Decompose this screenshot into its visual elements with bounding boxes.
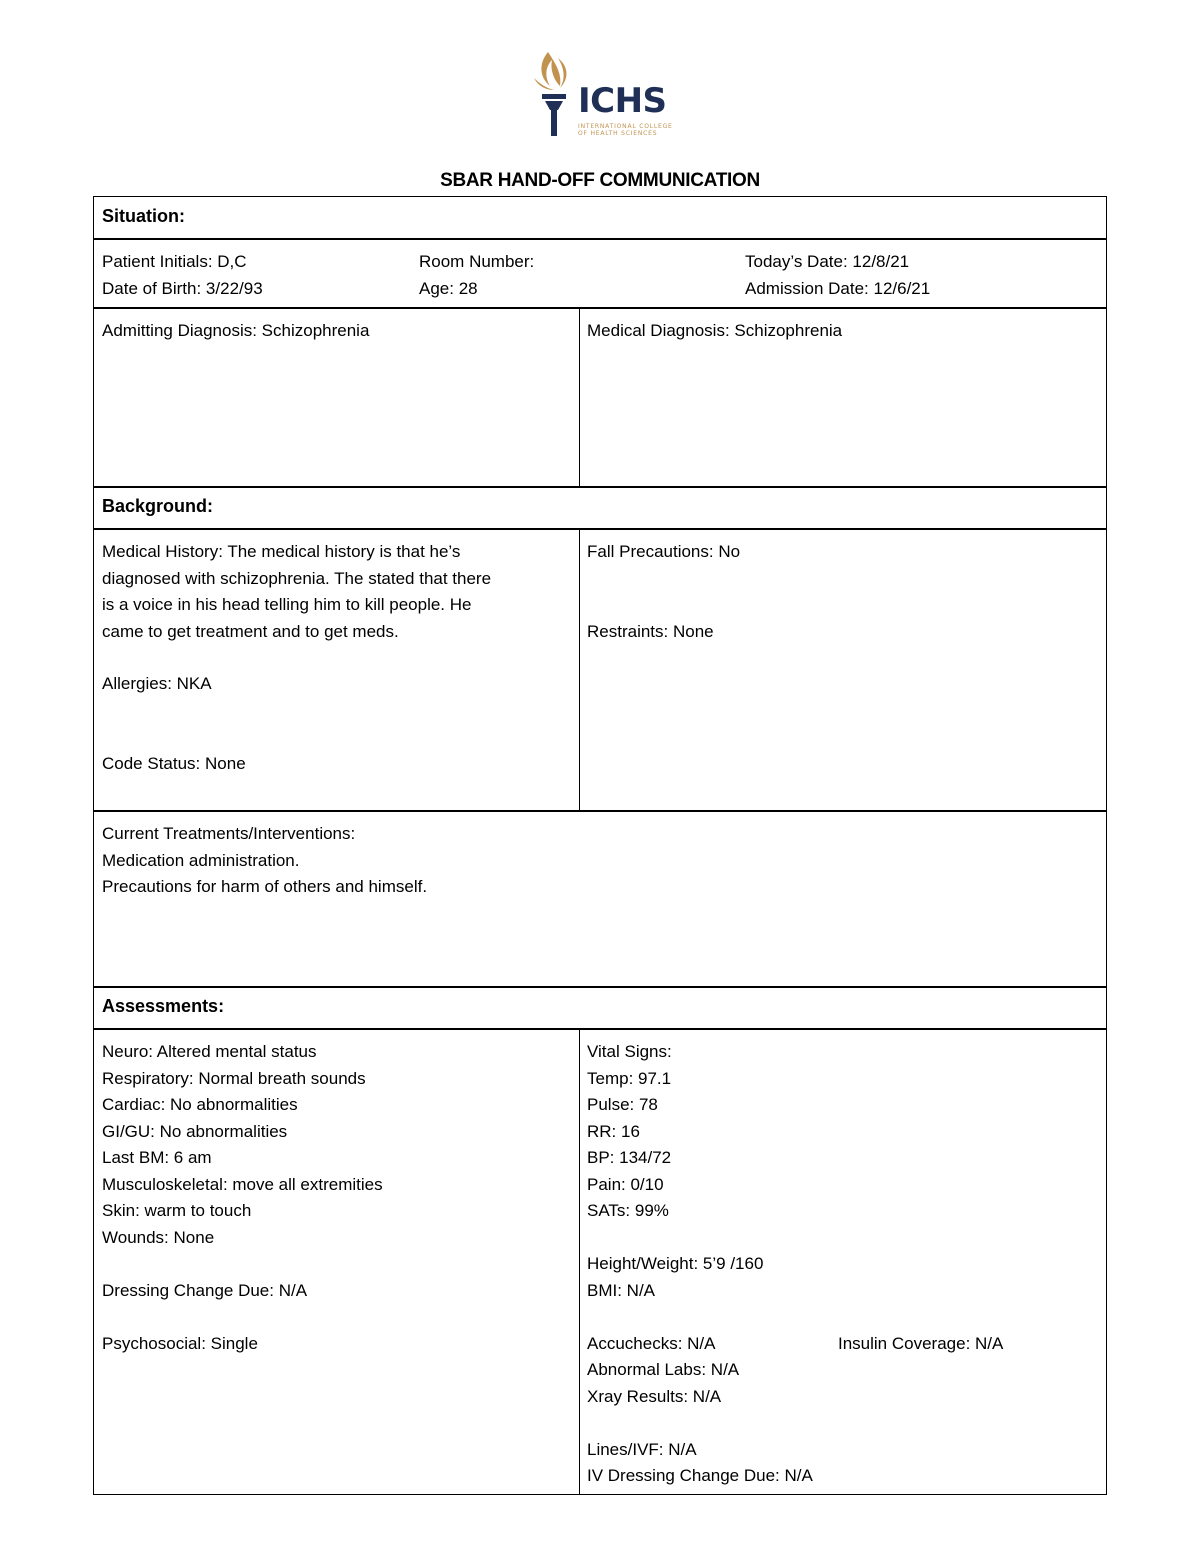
medical-history-line: diagnosed with schizophrenia. The stated that there xyxy=(102,568,492,588)
logo-text: ICHS xyxy=(578,81,667,121)
cardiac-assessment: Cardiac: No abnormalities xyxy=(102,1095,298,1114)
spacer xyxy=(102,645,571,671)
height-weight: Height/Weight: 5’9 /160 xyxy=(587,1254,764,1273)
age: Age: 28 xyxy=(419,278,478,298)
assessments-section-header xyxy=(93,986,1107,1030)
spacer xyxy=(587,592,1097,619)
medical-history-line: is a voice in his head telling him to kill people. He xyxy=(102,595,472,614)
skin-assessment: Skin: warm to touch xyxy=(102,1201,252,1220)
spacer xyxy=(587,1304,1097,1331)
dates-cell xyxy=(737,239,1105,308)
current-treatments-row xyxy=(93,810,1107,988)
spacer xyxy=(587,1410,1097,1437)
gi-gu-assessment: GI/GU: No abnormalities xyxy=(102,1121,288,1141)
spacer xyxy=(102,1304,571,1331)
diagnosis-row xyxy=(93,307,1107,488)
lines-ivf: Lines/IVF: N/A xyxy=(587,1439,697,1459)
blood-pressure: BP: 134/72 xyxy=(587,1148,672,1167)
current-treatments-line: Precautions for harm of others and himself. xyxy=(102,877,428,896)
spacer xyxy=(102,1251,571,1278)
body-systems-cell xyxy=(94,1029,579,1494)
current-treatments-heading: Current Treatments/Interventions: xyxy=(102,824,356,843)
temp: Temp: 97.1 xyxy=(587,1068,672,1088)
spacer xyxy=(102,724,571,751)
musculoskeletal-assessment: Musculoskeletal: move all extremities xyxy=(102,1174,383,1194)
iv-dressing-change-due: IV Dressing Change Due: N/A xyxy=(587,1466,813,1485)
assessments-content-row xyxy=(93,1028,1107,1495)
medical-diagnosis-cell xyxy=(579,308,1105,487)
psychosocial: Psychosocial: Single xyxy=(102,1333,258,1353)
logo-subtitle: INTERNATIONAL COLLEGE OF HEALTH SCIENCES xyxy=(578,123,673,137)
situation-heading: Situation: xyxy=(102,206,185,226)
admitting-diagnosis: Admitting Diagnosis: Schizophrenia xyxy=(102,321,370,340)
background-heading: Background: xyxy=(102,496,214,516)
bmi: BMI: N/A xyxy=(587,1280,656,1300)
medical-diagnosis: Medical Diagnosis: Schizophrenia xyxy=(587,321,843,340)
glucose-line xyxy=(587,1331,1097,1358)
xray-results: Xray Results: N/A xyxy=(587,1386,722,1406)
neuro-assessment: Neuro: Altered mental status xyxy=(102,1042,317,1061)
document-title: SBAR HAND-OFF COMMUNICATION xyxy=(440,170,760,191)
patient-info-row xyxy=(93,238,1107,309)
pain: Pain: 0/10 xyxy=(587,1174,664,1194)
wounds-assessment: Wounds: None xyxy=(102,1227,215,1247)
todays-date: Today’s Date: 12/8/21 xyxy=(745,252,910,271)
respiratory-assessment: Respiratory: Normal breath sounds xyxy=(102,1068,366,1088)
last-bm: Last BM: 6 am xyxy=(102,1148,212,1167)
code-status: Code Status: None xyxy=(102,753,246,773)
current-treatments-line: Medication administration. xyxy=(102,850,300,870)
fall-precautions: Fall Precautions: No xyxy=(587,542,741,561)
room-number: Room Number: xyxy=(419,252,535,271)
medical-history-line: Medical History: The medical history is that he’s xyxy=(102,542,461,561)
patient-initials: Patient Initials: D,C xyxy=(102,252,247,271)
pulse: Pulse: 78 xyxy=(587,1095,658,1114)
medical-history-line: came to get treatment and to get meds. xyxy=(102,621,399,641)
precautions-cell xyxy=(579,529,1105,811)
sats: SATs: 99% xyxy=(587,1201,669,1220)
insulin-coverage: Insulin Coverage: N/A xyxy=(838,1333,1004,1353)
current-treatments-cell xyxy=(94,811,1105,987)
spacer xyxy=(587,566,1097,593)
spacer xyxy=(102,698,571,725)
admitting-diagnosis-cell xyxy=(94,308,579,487)
allergies: Allergies: NKA xyxy=(102,674,212,693)
spacer xyxy=(587,1225,1097,1252)
accuchecks: Accuchecks: N/A xyxy=(587,1333,716,1353)
admission-date: Admission Date: 12/6/21 xyxy=(745,278,931,298)
room-age-cell xyxy=(411,239,737,308)
situation-section-header xyxy=(93,196,1107,240)
vital-signs-heading: Vital Signs: xyxy=(587,1042,672,1061)
respiratory-rate: RR: 16 xyxy=(587,1121,640,1141)
assessments-heading: Assessments: xyxy=(102,996,225,1016)
patient-identity-cell xyxy=(94,239,412,308)
history-cell xyxy=(94,529,579,811)
abnormal-labs: Abnormal Labs: N/A xyxy=(587,1360,740,1379)
dressing-change-due: Dressing Change Due: N/A xyxy=(102,1280,308,1300)
restraints: Restraints: None xyxy=(587,621,714,641)
background-content-row xyxy=(93,528,1107,812)
date-of-birth: Date of Birth: 3/22/93 xyxy=(102,278,263,298)
background-section-header xyxy=(93,486,1107,530)
vitals-cell xyxy=(579,1029,1105,1494)
